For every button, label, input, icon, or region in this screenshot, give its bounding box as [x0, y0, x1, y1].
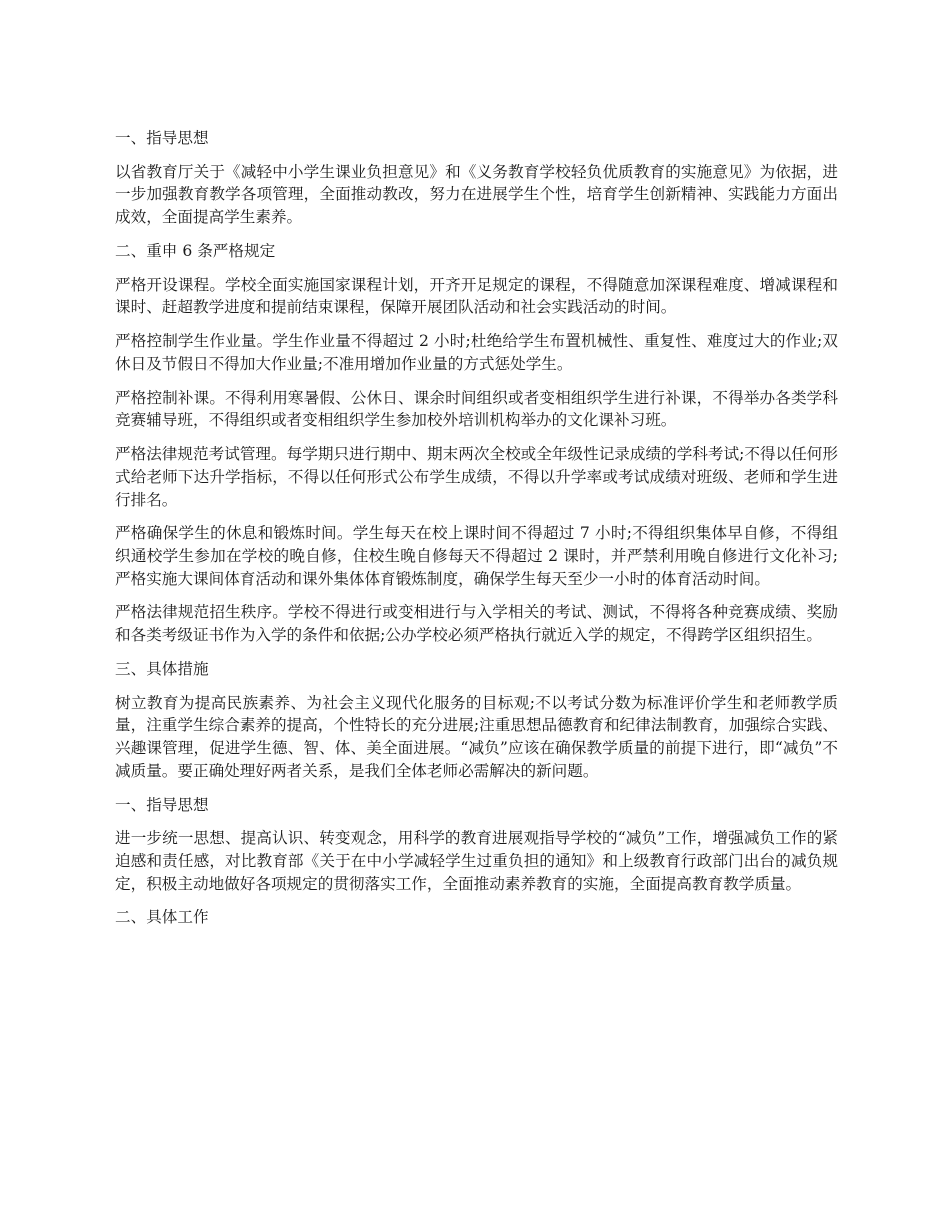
paragraph: 严格开设课程。学校全面实施国家课程计划，开齐开足规定的课程，不得随意加深课程难度、增减课程和课时、赶超教学进度和提前结束课程，保障开展团队活动和社会实践活动的时间。: [115, 275, 838, 317]
paragraph: 进一步统一思想、提高认识、转变观念，用科学的教育进展观指导学校的“减负”工作，增强减负工作的紧迫感和责任感，对比教育部《关于在中小学减轻学生过重负担的通知》和上级教育行政部门出台的减负规定，积极主动地做好各项规定的贯彻落实工作，全面推动素养教育的实施，全面提高教育教学质量。: [115, 829, 838, 893]
section-heading: 一、指导思想: [115, 795, 209, 814]
paragraph: 严格控制学生作业量。学生作业量不得超过 2 小时;杜绝给学生布置机械性、重复性、难度过大的作业;双休日及节假日不得加大作业量;不准用增加作业量的方式惩处学生。: [115, 332, 838, 373]
section-heading: 二、重申 6 条严格规定: [115, 241, 276, 260]
section-heading: 一、指导思想: [115, 129, 209, 147]
document-page: [115, 127, 838, 940]
paragraph: 以省教育厅关于《减轻中小学生课业负担意见》和《义务教育学校轻负优质教育的实施意见》为依据，进一步加强教育教学各项管理，全面推动教改，努力在进展学生个性，培育学生创新精神、实践能力方面出成效，全面提高学生素养。: [115, 162, 838, 227]
paragraph: 严格法律规范招生秩序。学校不得进行或变相进行与入学相关的考试、测试，不得将各种竞赛成绩、奖励和各类考级证书作为入学的条件和依据;公办学校必须严格执行就近入学的规定，不得跨学区组织招生。: [115, 603, 838, 645]
section-heading: 三、具体措施: [115, 659, 209, 678]
section-heading: 二、具体工作: [115, 908, 209, 927]
paragraph: 严格确保学生的休息和锻炼时间。学生每天在校上课时间不得超过 7 小时;不得组织集体早自修，不得组织通校学生参加在学校的晚自修，住校生晚自修每天不得超过 2 课时，并严禁利用晚自修进行文化补习;严格实施大课间体育活动和课外集体体育锻炼制度，确保学生每天至少一小时的体育活动时间。: [115, 524, 838, 588]
paragraph: 严格控制补课。不得利用寒暑假、公休日、课余时间组织或者变相组织学生进行补课，不得举办各类学科竞赛辅导班，不得组织或者变相组织学生参加校外培训机构举办的文化课补习班。: [115, 388, 838, 430]
paragraph: 树立教育为提高民族素养、为社会主义现代化服务的目标观;不以考试分数为标准评价学生和老师教学质量，注重学生综合素养的提高，个性特长的充分进展;注重思想品德教育和纪律法制教育，加强综合实践、兴趣课管理，促进学生德、智、体、美全面进展。“减负”应该在确保教学质量的前提下进行，即“减负”不减质量。要正确处理好两者关系，是我们全体老师必需解决的新问题。: [115, 693, 838, 780]
paragraph: 严格法律规范考试管理。每学期只进行期中、期末两次全校或全年级性记录成绩的学科考试;不得以任何形式给老师下达升学指标，不得以任何形式公布学生成绩，不得以升学率或考试成绩对班级、老师和学生进行排名。: [115, 445, 838, 509]
